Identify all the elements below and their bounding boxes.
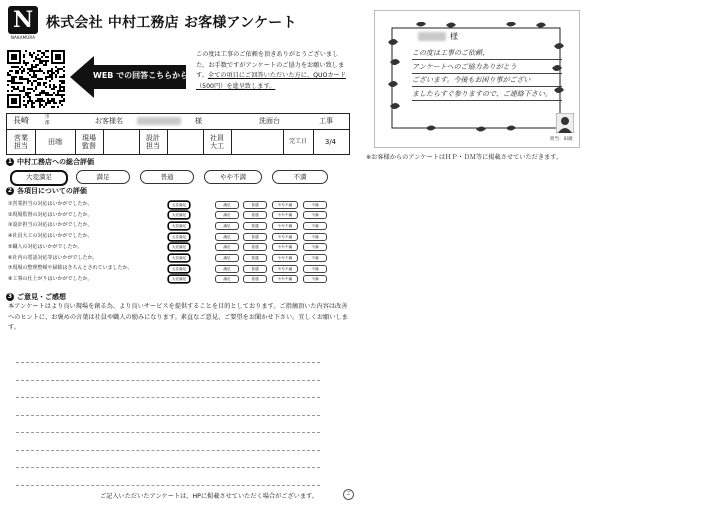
sales-label: 営業担当 <box>7 129 36 154</box>
section-items-heading <box>6 186 87 196</box>
item-rating-option[interactable]: 不満 <box>303 275 327 283</box>
card-customer-redacted <box>418 32 446 41</box>
question-label: ⑥社内の電話対応等はいかがでしたか。 <box>8 254 98 261</box>
city-value: 長崎 <box>13 116 29 125</box>
logo-mark: N <box>8 6 38 34</box>
section-comments-title: ご意見・ご感想 <box>17 293 66 301</box>
card-honorific: 様 <box>450 32 458 41</box>
item-rating-option[interactable]: やや不満 <box>272 201 298 209</box>
question-label: ④社員大工の対応はいかがでしたか。 <box>8 233 93 240</box>
item-rating-option[interactable]: 普通 <box>243 211 267 219</box>
publication-note: ※お客様からのアンケートはＨＰ・ＤＭ等に掲載させていただきます。 <box>366 154 563 161</box>
intro-part1: この度は工事のご依頼を頂きありがとうございました。お手数ですがアンケートのご協力をお願い致します。 <box>196 51 345 79</box>
overall-rating-satisfied[interactable]: 満足 <box>76 170 130 184</box>
site-value: 洗面台 <box>259 117 280 125</box>
item-rating-option[interactable]: やや不満 <box>272 243 298 251</box>
item-rating-option[interactable]: 大変満足 <box>168 243 190 251</box>
company-logo <box>8 6 38 40</box>
message-line: ましたらすぐ参りますので、ご連絡下さい。 <box>412 89 552 98</box>
item-rating-option[interactable]: 大変満足 <box>168 254 190 262</box>
comment-writing-line[interactable] <box>16 362 320 363</box>
item-rating-option[interactable]: やや不満 <box>272 275 298 283</box>
overall-rating-very-satisfied[interactable]: 大変満足 <box>10 170 68 186</box>
item-rating-option[interactable]: 満足 <box>215 265 239 273</box>
item-rating-option[interactable]: 不満 <box>303 201 327 209</box>
supervisor-label: 現場監督 <box>75 129 104 154</box>
comments-description: 本アンケートはより良い現場を創る為、より良いサービスを提供することを目的としております。ご指摘頂いた内容は改善へのヒントに、お褒めの言葉は社員や職人の励みになります。素直なご意見、ご要望をお聞かせ下さい。宜しくお願いします。 <box>8 303 348 331</box>
work-label: 工事 <box>319 117 333 125</box>
section-overall-title: 中村工務店への総合評価 <box>17 158 94 166</box>
card-signature: 担当：田端 <box>550 137 573 142</box>
item-rating-option[interactable]: 普通 <box>243 233 267 241</box>
item-rating-option[interactable]: 不満 <box>303 211 327 219</box>
item-rating-option[interactable]: 普通 <box>243 222 267 230</box>
city-unit-bottom: 郡 <box>45 121 50 126</box>
item-rating-option[interactable]: 満足 <box>215 275 239 283</box>
item-rating-option[interactable]: 満足 <box>215 201 239 209</box>
section-number-3: 3 <box>7 293 13 300</box>
item-rating-option[interactable]: 普通 <box>243 265 267 273</box>
page-mark-icon: ご <box>343 489 354 500</box>
item-rating-option[interactable]: やや不満 <box>272 222 298 230</box>
completion-label: 完工日 <box>283 129 314 154</box>
overall-rating-slightly-dissatisfied[interactable]: やや不満 <box>204 170 262 184</box>
city-unit-top: 市 <box>45 115 50 120</box>
completion-value: 3/4 <box>324 137 337 146</box>
section-comments-heading <box>6 292 66 302</box>
item-rating-option[interactable]: 不満 <box>303 254 327 262</box>
customer-honorific: 様 <box>195 117 202 125</box>
comment-writing-line[interactable] <box>16 467 320 468</box>
section-number-2: 2 <box>7 187 13 194</box>
supervisor-value <box>103 129 140 154</box>
section-number-1: 1 <box>7 158 13 165</box>
item-rating-option[interactable]: 普通 <box>243 275 267 283</box>
question-label: ⑦現場の整理整頓や掃除はきちんとされていましたか。 <box>8 265 133 272</box>
footer-note: ご記入いただいたアンケートは、HPに掲載させていただく場合がございます。 <box>100 493 318 500</box>
item-rating-option[interactable]: 満足 <box>215 254 239 262</box>
item-rating-option[interactable]: 普通 <box>243 254 267 262</box>
info-row-2 <box>7 129 349 154</box>
item-rating-option[interactable]: 不満 <box>303 222 327 230</box>
item-rating-option[interactable]: 不満 <box>303 233 327 241</box>
question-label: ⑧工事の仕上がりはいかがでしたか。 <box>8 275 93 282</box>
message-line: ございます。今後もお困り事がござい <box>412 76 531 84</box>
item-rating-option[interactable]: 不満 <box>303 265 327 273</box>
sales-name: 田端 <box>35 129 76 154</box>
item-rating-option[interactable]: 普通 <box>243 243 267 251</box>
message-line: この度は工事のご依頼、 <box>412 49 489 57</box>
item-rating-option[interactable]: やや不満 <box>272 265 298 273</box>
item-rating-option[interactable]: 普通 <box>243 201 267 209</box>
logo-text: NAKAMURA <box>10 35 36 40</box>
item-rating-option[interactable]: 大変満足 <box>168 233 190 241</box>
item-rating-option[interactable]: 不満 <box>303 243 327 251</box>
question-label: ⑤職人の対応はいかがでしたか。 <box>8 243 83 250</box>
handwritten-message <box>412 47 562 101</box>
comment-writing-line[interactable] <box>16 397 320 398</box>
staff-avatar <box>556 113 574 133</box>
question-label: ②現場監督の対応はいかがでしたか。 <box>8 211 93 218</box>
intro-part2: 全ての項目にご回答いただいた方に、QUOカード（500円）を進呈致します。 <box>196 72 346 90</box>
item-rating-option[interactable]: 大変満足 <box>168 222 190 230</box>
web-answer-link[interactable]: WEB での回答こちらから！ <box>93 71 197 80</box>
qr-code[interactable] <box>7 50 65 108</box>
info-table <box>6 113 350 155</box>
overall-rating-normal[interactable]: 普通 <box>140 170 194 184</box>
comment-writing-line[interactable] <box>16 432 320 433</box>
info-row-1 <box>7 114 349 130</box>
section-items-title: 各項目についての評価 <box>17 187 87 195</box>
intro-text <box>196 50 346 92</box>
comment-writing-line[interactable] <box>16 485 320 486</box>
item-rating-option[interactable]: 満足 <box>215 233 239 241</box>
item-rating-option[interactable]: 満足 <box>215 243 239 251</box>
section-overall-heading <box>6 157 94 167</box>
item-rating-option[interactable]: 大変満足 <box>168 211 190 219</box>
customer-label: お客様名 <box>95 117 123 125</box>
item-rating-option[interactable]: 満足 <box>215 222 239 230</box>
overall-rating-dissatisfied[interactable]: 不満 <box>272 170 328 184</box>
page-title: 株式会社 中村工務店 お客様アンケート <box>46 15 297 31</box>
design-value <box>167 129 204 154</box>
design-label: 設計担当 <box>139 129 168 154</box>
question-label: ③設計担当の対応はいかがでしたか。 <box>8 222 93 229</box>
item-rating-option[interactable]: 大変満足 <box>168 201 190 209</box>
item-rating-option[interactable]: やや不満 <box>272 254 298 262</box>
question-label: ①営業担当の対応はいかがでしたか。 <box>8 201 93 207</box>
employee-value <box>231 129 284 154</box>
employee-label: 社員大工 <box>203 129 232 154</box>
item-rating-option[interactable]: やや不満 <box>272 211 298 219</box>
comment-writing-line[interactable] <box>16 450 320 451</box>
comment-writing-line[interactable] <box>16 415 320 416</box>
item-rating-option[interactable]: 満足 <box>215 211 239 219</box>
message-line: アンケートへのご協力ありがとう <box>412 62 517 71</box>
customer-name-redacted <box>137 117 181 125</box>
comment-writing-line[interactable] <box>16 380 320 381</box>
item-rating-option[interactable]: やや不満 <box>272 233 298 241</box>
item-rating-option[interactable]: 大変満足 <box>168 275 190 283</box>
item-rating-option[interactable]: 大変満足 <box>168 265 190 273</box>
